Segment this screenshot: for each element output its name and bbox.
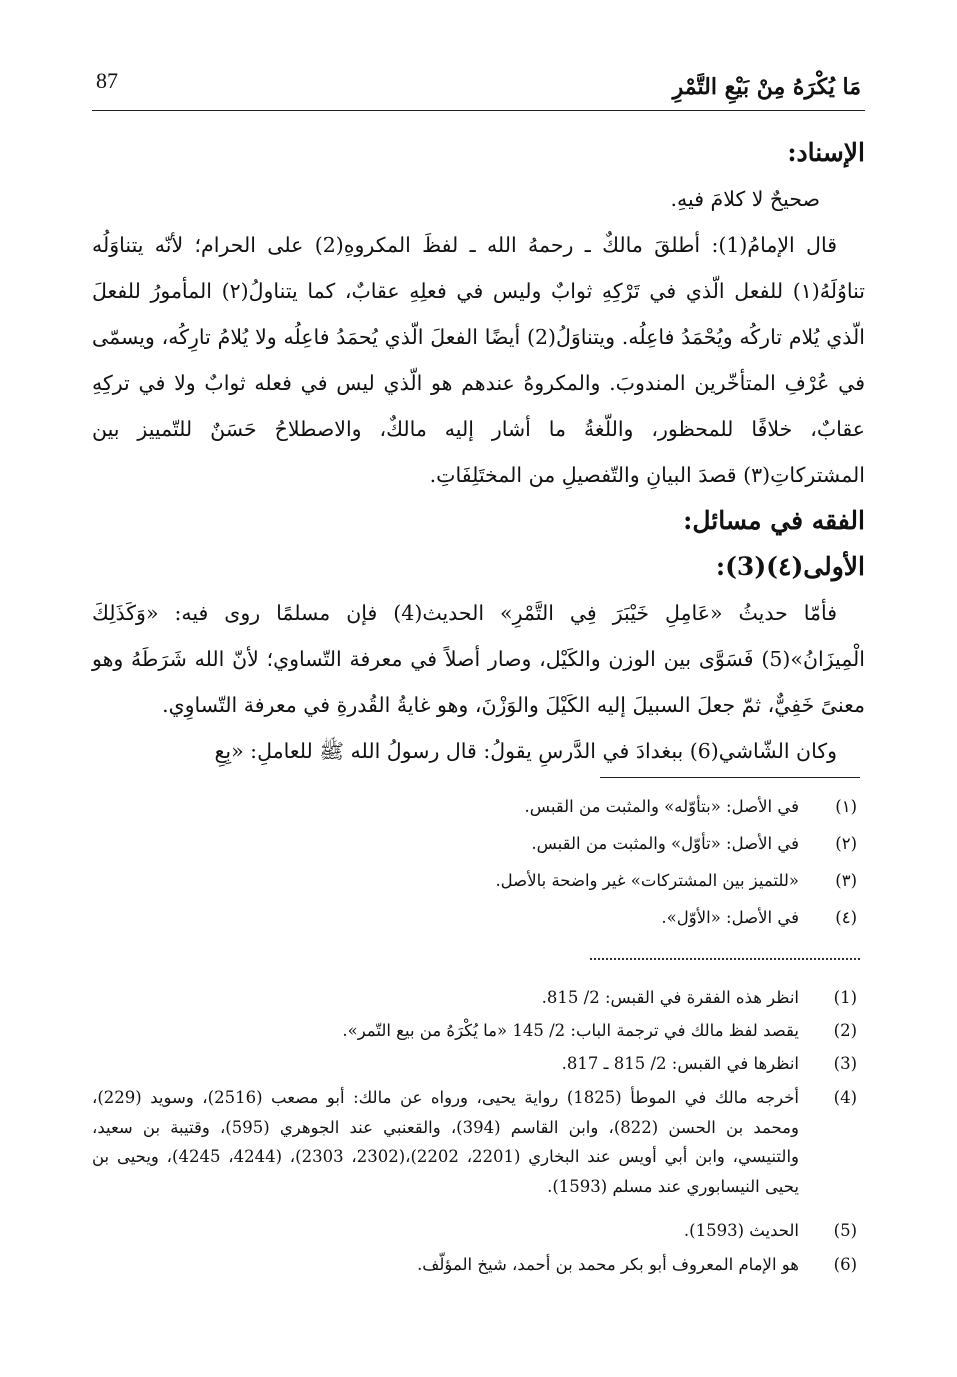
footnote-number: (3): [833, 1054, 857, 1073]
footnote-manuscript-3: [92, 866, 865, 896]
footnote-editor-5: [92, 1216, 865, 1246]
footnote-separator: [600, 777, 860, 778]
footnote-manuscript-2: [92, 829, 865, 859]
paragraph-1: قال الإمامُ(1): أطلقَ مالكٌ ـ رحمهُ الله ـ لفظَ المكروهِ(2) على الحرام؛ لأنّه يتناوَلُه تناوُلَهُ(١) للفعل الّذي في تَرْكِهِ ثوابٌ وليس في فعلِهِ عقابٌ، كما يتناولُ(٢) المأمورُ للفعلَ الّذي يُلام تاركُه ويُحْمَدُ فاعِلُه. ويتناوَلُ(2) أيضًا الفعلَ الّذي يُحمَدُ فاعِلُه ولا يُلامُ تارِكُه، ويسمّى في عُرْفِ المتأخّرين المندوبَ. والمكروهُ عندهم هو الّذي ليس في فعله ثوابٌ ولا في تركِهِ عقابٌ، خلافًا للمحظور، واللّغةُ ما أشار إليه مالكٌ، والاصطلاحُ حَسَنٌ للتّمييز بين المشتركاتِ(٣) قصدَ البيانِ والتّفصيلِ من المختَلِفَاتِ.: [92, 233, 866, 487]
footnote-editor-1: [92, 983, 865, 1013]
paragraph-2: فأمّا حديثُ «عَامِلِ خَيْبَرَ فِي التَّمْرِ» الحديث(4) فإن مسلمًا روى فيه: «وَكَذَلِكَ الْمِيزَانُ»(5) فَسَوَّى بين الوزن والكَيْل، وصار أصلاً في معرفة التّساوي؛ لأنّ الله شَرَطَهُ وهو معنىً خَفِيٌّ، ثمّ جعلَ السبيلَ إليه الكَيْلَ والوَزْنَ، وهو غايةُ القُدرةِ في معرفة التّساوِي.: [92, 601, 865, 717]
running-title: مَا يُكْرَهُ مِنْ بَيْعِ التَّمْرِ: [672, 74, 861, 100]
footnote-number: (٢): [835, 834, 857, 853]
footnote-number: (6): [833, 1255, 857, 1274]
footnote-number: (٣): [835, 871, 857, 890]
footnote-text: «للتميز بين المشتركات» غير واضحة بالأصل.: [495, 871, 799, 890]
footnote-editor-6: [92, 1250, 865, 1280]
footnote-text: يقصد لفظ مالك في ترجمة الباب: 2/ 145 «ما يُكْرَهُ من بيع التّمر».: [342, 1021, 799, 1040]
heading-isnad: الإسناد:: [787, 138, 865, 167]
footnote-number: (١): [835, 797, 857, 816]
page-header: [92, 62, 865, 111]
page-number: 87: [96, 68, 118, 93]
footnote-editor-3: [92, 1049, 865, 1079]
footnote-text: انظرها في القبس: 2/ 815 ـ 817.: [561, 1054, 799, 1073]
heading-fiqh: الفقه في مسائل:: [683, 506, 865, 535]
footnote-editor-4: [92, 1083, 865, 1201]
footnote-text: أخرجه مالك في الموطأ (1825) رواية يحيى، ورواه عن مالك: أبو مصعب (2516)، وسويد (229)، ومحمد بن الحسن (822)، وابن القاسم (394)، والقعنبي عند الجوهري (595)، وقتيبة بن سعيد، والتنيسي، وابن أبي أويس عند البخاري (2201، 2202)،(2302، 2303)، (4244، 4245)، ويحيى بن يحيى النيسابوري عند مسلم (1593).: [92, 1088, 800, 1196]
footnote-text: في الأصل: «تأوّل» والمثبت من القبس.: [531, 834, 799, 853]
footnote-number: (٤): [835, 908, 857, 927]
paragraph-3: وكان الشّاشي(6) ببغدادَ في الدَّرسِ يقولُ: قال رسولُ الله ﷺ للعاملِ: «بِعِ: [214, 739, 837, 763]
isnad-text: صحيحٌ لا كلامَ فيهِ.: [670, 187, 820, 211]
footnote-number: (2): [833, 1021, 857, 1040]
footnote-text: انظر هذه الفقرة في القبس: 2/ 815.: [541, 988, 799, 1007]
footnote-dotted-separator: [590, 958, 860, 960]
footnote-text: الحديث (1593).: [683, 1221, 799, 1240]
main-text: [92, 130, 865, 774]
footnote-editor-2: [92, 1016, 865, 1046]
heading-ula: الأولى(٤)(3):: [715, 552, 865, 581]
footnote-manuscript-1: [92, 792, 865, 822]
footnote-text: في الأصل: «بتأوّله» والمثبت من القبس.: [524, 797, 799, 816]
footnote-number: (4): [833, 1088, 857, 1107]
footnote-manuscript-4: [92, 903, 865, 933]
footnote-text: في الأصل: «الأوّل».: [661, 908, 799, 927]
footnote-number: (1): [833, 988, 857, 1007]
footnote-number: (5): [833, 1221, 857, 1240]
footnote-text: هو الإمام المعروف أبو بكر محمد بن أحمد، شيخ المؤلّف.: [417, 1255, 799, 1274]
